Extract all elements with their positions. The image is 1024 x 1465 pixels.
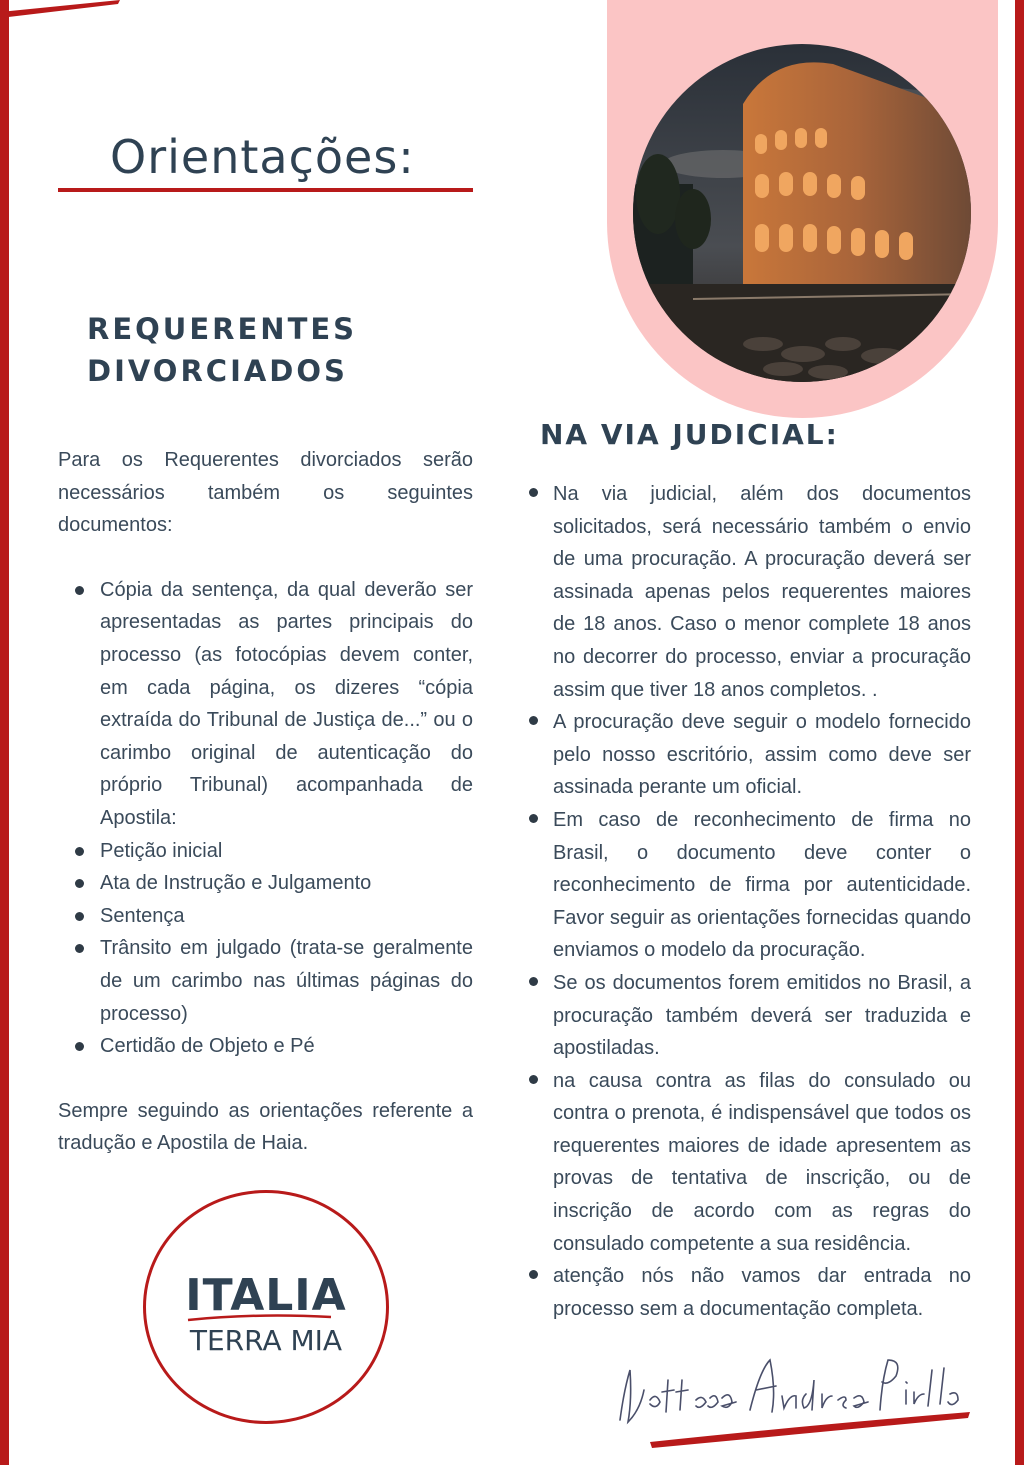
list-item: A procuração deve seguir o modelo fornecido pelo nosso escritório, assim como deve ser assinada perante um oficial. — [525, 706, 971, 804]
list-item: Ata de Instrução e Julgamento — [58, 867, 473, 900]
divorced-applicants-heading: REQUERENTES DIVORCIADOS — [87, 312, 358, 388]
signature — [610, 1340, 980, 1450]
list-item: Na via judicial, além dos documentos solicitados, será necessário também o envio de uma procuração. A procuração deverá ser assinada apenas pelos requerentes maiores de 18 anos. Caso o menor complete 18 anos no decorrer do processo, enviar a procuração assim que tiver 18 anos completos. . — [525, 478, 971, 706]
right-border — [1015, 0, 1024, 1465]
page-title: Orientações: — [110, 130, 415, 184]
list-item: Sentença — [58, 900, 473, 933]
list-item: Se os documentos forem emitidos no Brasil, a procuração também deverá ser traduzida e apostiladas. — [525, 967, 971, 1065]
logo-underline-swoosh — [186, 1311, 336, 1325]
right-column — [525, 478, 971, 1325]
judicial-route-heading: NA VIA JUDICIAL: — [540, 418, 839, 451]
closing-paragraph: Sempre seguindo as orientações referente a tradução e Apostila de Haia. — [58, 1099, 473, 1155]
left-border — [0, 0, 9, 1465]
required-documents-list — [58, 574, 473, 1063]
list-item: Cópia da sentença, da qual deverão ser apresentadas as partes principais do processo (as fotocópias devem conter, em cada página, os dizeres “cópia extraída do Tribunal de Justiça de...” ou o carimbo original de autenticação do próprio Tribunal) acompanhada de Apostila: — [58, 574, 473, 835]
list-item: Certidão de Objeto e Pé — [58, 1030, 473, 1063]
list-item: Em caso de reconhecimento de firma no Brasil, o documento deve conter o reconhecimento de firma por autenticidade. Favor seguir as orientações fornecidas quando enviamos o modelo da procuração. — [525, 804, 971, 967]
intro-paragraph: Para os Requerentes divorciados serão necessários também os seguintes documentos: — [58, 449, 473, 537]
left-column — [58, 444, 473, 1160]
judicial-requirements-list — [525, 478, 971, 1325]
title-underline — [58, 188, 473, 192]
logo-italia-text: ITALIA — [185, 1270, 347, 1321]
corner-brush-stroke — [0, 0, 140, 20]
list-item: Petição inicial — [58, 835, 473, 868]
logo-terra-mia-text: TERRA MIA — [189, 1324, 343, 1357]
colosseum-photo — [633, 44, 971, 382]
list-item: na causa contra as filas do consulado ou contra o prenota, é indispensável que todos os requerentes maiores de idade apresentem as provas de tentativa de inscrição, ou de inscrição de acordo com as regras do consulado competente a sua residência. — [525, 1065, 971, 1261]
list-item: atenção nós não vamos dar entrada no processo sem a documentação completa. — [525, 1260, 971, 1325]
list-item: Trânsito em julgado (trata-se geralmente de um carimbo nas últimas páginas do processo) — [58, 932, 473, 1030]
